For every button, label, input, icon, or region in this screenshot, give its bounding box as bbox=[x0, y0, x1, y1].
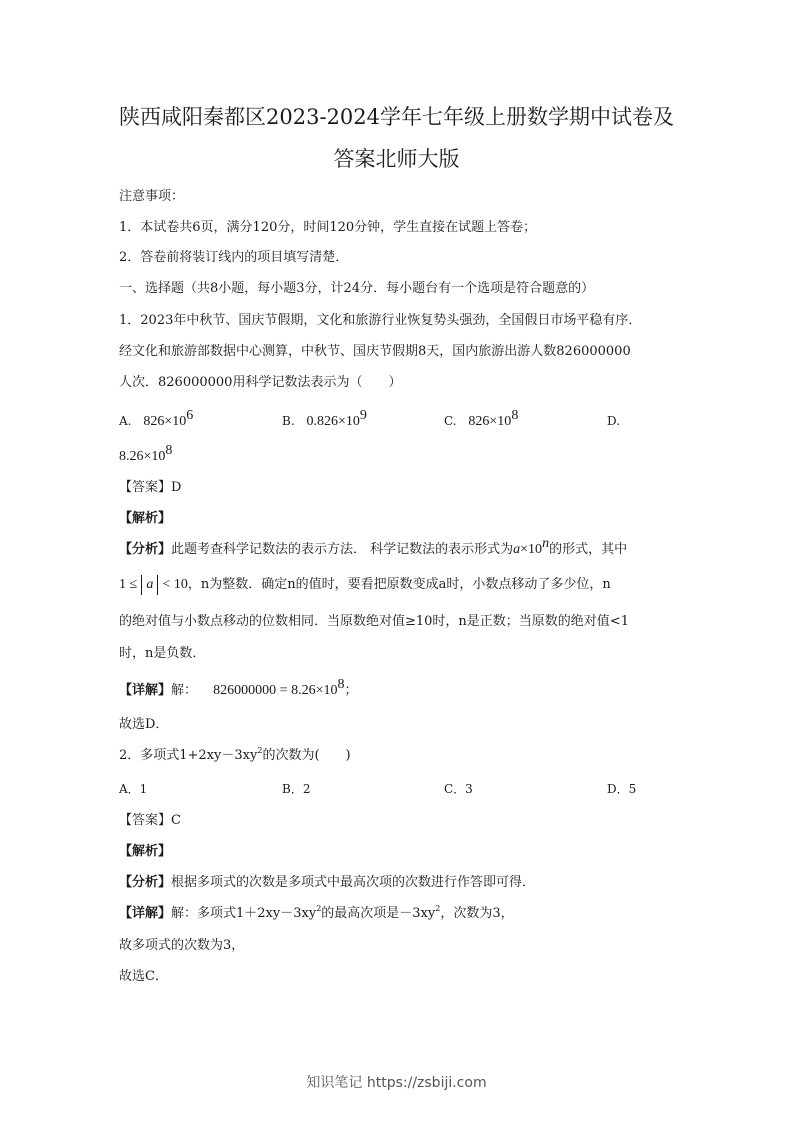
q2-option-a: A．1 bbox=[119, 782, 148, 796]
q1-detail bbox=[119, 677, 358, 700]
q1-line-3: 人次．826000000用科学记数法表示为（ ） bbox=[119, 375, 402, 390]
q1-abs-a: a bbox=[141, 575, 158, 595]
q2-detail-exp-1: 2 bbox=[316, 904, 322, 913]
q1-option-b-base: 0.826×10 bbox=[306, 414, 360, 429]
q2-detail-a: 解：多项式1＋2xy－3xy bbox=[171, 906, 317, 921]
site-footer: 知识笔记 https://zsbiji.com bbox=[306, 1075, 487, 1091]
doc-title-line1: 陕西咸阳秦都区2023-2024学年七年级上册数学期中试卷及 bbox=[119, 105, 674, 129]
q2-stem-exp: 2 bbox=[257, 746, 263, 755]
q2-option-c: C．3 bbox=[444, 782, 473, 796]
q1-option-c-base: 826×10 bbox=[468, 414, 512, 429]
q1-option-d bbox=[119, 443, 173, 466]
q1-option-a-base: 826×10 bbox=[143, 414, 187, 429]
notes-heading: 注意事项： bbox=[119, 189, 185, 204]
q1-option-b bbox=[282, 408, 367, 431]
q1-conclusion: 故选D． bbox=[119, 717, 169, 732]
q2-analysis-label: 【分析】 bbox=[119, 875, 172, 890]
q2-answer: 【答案】C bbox=[119, 813, 181, 828]
q2-conclusion: 故选C． bbox=[119, 969, 168, 984]
q1-option-d-label: D. bbox=[607, 414, 621, 428]
q2-analysis bbox=[119, 874, 535, 892]
q1-analysis-line-4: 时，n是负数． bbox=[119, 646, 206, 661]
q1-formula-times: ×10 bbox=[520, 542, 543, 557]
q1-option-b-label: B. bbox=[282, 414, 295, 428]
q2-detail-exp-2: 2 bbox=[435, 904, 441, 913]
q1-option-a bbox=[119, 408, 194, 431]
q1-option-d-exp: 8 bbox=[165, 443, 173, 458]
q2-stem: 2．多项式1+2xy－3xy bbox=[119, 748, 258, 763]
q2-option-b: B．2 bbox=[282, 782, 311, 796]
q1-option-c-label: C. bbox=[444, 414, 457, 428]
q2-stem-end: 的次数为( ) bbox=[262, 748, 351, 763]
q1-analysis-label: 【分析】 bbox=[119, 542, 172, 557]
q1-analysis-line-3: 的绝对值与小数点移动的位数相同．当原数绝对值≥10时，n是正数；当原数的绝对值<1 bbox=[119, 614, 629, 629]
q2-analysis-tag: 【解析】 bbox=[119, 844, 172, 859]
q1-analysis-line-2 bbox=[119, 574, 611, 596]
q1-range-lead: 1 ≤ bbox=[119, 577, 138, 592]
q2-degree-line: 故多项式的次数为3， bbox=[119, 938, 245, 953]
section-heading: 一、选择题（共8小题，每小题3分，计24分．每小题台有一个选项是符合题意的） bbox=[119, 281, 595, 296]
q1-analysis-end: 的形式，其中 bbox=[549, 542, 628, 557]
q2-detail-tag: 【详解】 bbox=[119, 906, 172, 921]
q2-analysis-text: 根据多项式的次数是多项式中最高次项的次数进行作答即可得． bbox=[171, 875, 536, 890]
q1-option-a-label: A. bbox=[119, 414, 132, 428]
q1-option-d-base: 8.26×10 bbox=[119, 449, 166, 464]
q1-option-c bbox=[444, 408, 519, 431]
doc-title-line2: 答案北师大版 bbox=[333, 147, 460, 171]
q1-detail-eq: 826000000 = 8.26×10 bbox=[213, 683, 338, 698]
q1-detail-end: ； bbox=[344, 683, 358, 698]
q1-detail-text: 解： bbox=[171, 683, 198, 698]
q1-formula-a: a bbox=[513, 542, 521, 557]
q1-formula-n: n bbox=[542, 536, 550, 551]
q1-analysis-text: 此题考查科学记数法的表示方法． 科学记数法的表示形式为 bbox=[171, 542, 514, 557]
q1-option-b-exp: 9 bbox=[359, 408, 367, 423]
q2-option-d: D．5 bbox=[607, 782, 637, 796]
q1-detail-tag: 【详解】 bbox=[119, 683, 172, 698]
q2-detail bbox=[119, 905, 514, 923]
q2-detail-c: ，次数为3， bbox=[440, 906, 514, 921]
q1-range-lt: < 10 bbox=[162, 577, 188, 592]
q1-analysis-line-2-text: ，n为整数．确定n的值时，要看把原数变成a时，小数点移动了多少位，n bbox=[187, 577, 611, 592]
q1-answer: 【答案】D bbox=[119, 480, 182, 495]
q2-line-1 bbox=[119, 747, 351, 765]
q1-analysis-line-1 bbox=[119, 536, 628, 559]
notes-item-2: 2．答卷前将装订线内的项目填写清楚． bbox=[119, 250, 349, 265]
q1-option-c-exp: 8 bbox=[511, 408, 519, 423]
notes-item-1: 1．本试卷共6页，满分120分，时间120分钟，学生直接在试题上答卷； bbox=[119, 220, 537, 235]
q1-option-a-exp: 6 bbox=[186, 408, 194, 423]
q1-line-2: 经文化和旅游部数据中心测算，中秋节、国庆节假期8天，国内旅游出游人数826000000 bbox=[119, 344, 631, 359]
q1-analysis-tag: 【解析】 bbox=[119, 511, 172, 526]
q1-detail-exp: 8 bbox=[337, 677, 345, 692]
q2-detail-b: 的最高次项是－3xy bbox=[321, 906, 436, 921]
q1-line-1: 1．2023年中秋节、国庆节假期，文化和旅游行业恢复势头强劲，全国假日市场平稳有序． bbox=[119, 313, 642, 328]
